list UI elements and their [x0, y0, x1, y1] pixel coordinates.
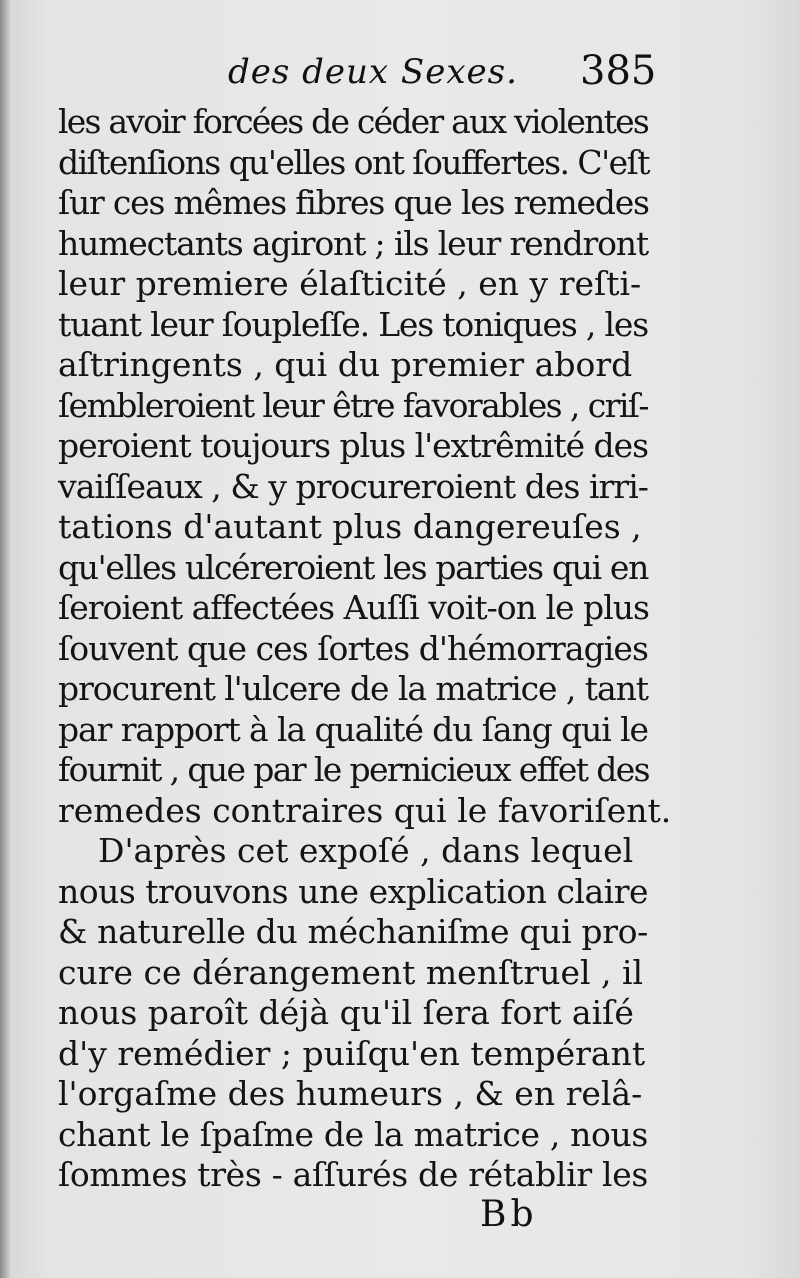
text-line: vaiſſeaux , & y procureroient des irri-	[58, 466, 648, 506]
text-line: nous trouvons une explication claire	[58, 871, 648, 911]
text-line: cure ce dérangement menſtruel , il	[58, 952, 644, 992]
text-line: chant le ſpaſme de la matrice , nous	[58, 1114, 648, 1154]
text-line: leur premiere élaſticité , en y reſti-	[58, 264, 642, 303]
text-line: & naturelle du méchaniſme qui pro-	[58, 912, 648, 951]
text-line: humectants agiront ; ils leur rendront	[58, 223, 648, 263]
text-line: nous paroît déjà qu'il ſera fort aiſé	[58, 993, 634, 1032]
text-line: ſur ces mêmes fibres que les remedes	[58, 183, 649, 222]
text-line: diſtenſions qu'elles ont ſouffertes. C'eſt	[58, 142, 649, 182]
text-line: remedes contraires qui le favoriſent.	[58, 790, 672, 830]
text-line: d'y remédier ; puiſqu'en tempérant	[58, 1033, 646, 1073]
text-line: l'orgaſme des humeurs , & en relâ-	[58, 1074, 643, 1113]
text-line: peroient toujours plus l'extrêmité des	[58, 426, 648, 465]
text-line: ſouvent que ces ſortes d'hémorragies	[58, 628, 648, 668]
page-header	[60, 44, 660, 104]
text-line: fournit , que par le pernicieux effet des	[58, 750, 649, 789]
text-line: tuant leur ſoupleſſe. Les toniques , les	[58, 304, 648, 344]
page-gutter-shadow	[0, 0, 10, 1278]
body-text	[58, 102, 672, 1196]
text-line: ſembleroient leur être favorables , criſ-	[58, 385, 648, 425]
paragraph-1	[58, 102, 672, 831]
text-line: par rapport à la qualité du ſang qui le	[58, 709, 648, 749]
text-line: ſommes très - aſſurés de rétablir les	[58, 1155, 648, 1194]
text-line: D'après cet expoſé , dans lequel	[98, 831, 634, 870]
text-line: tations d'autant plus dangereuſes ,	[58, 507, 642, 546]
running-head: des deux Sexes.	[228, 52, 518, 92]
signature-mark: Bb	[480, 1194, 538, 1235]
page-number: 385	[580, 48, 657, 94]
text-line: les avoir forcées de céder aux violentes	[58, 102, 648, 141]
text-line: procurent l'ulcere de la matrice , tant	[58, 669, 648, 708]
paragraph-2	[58, 831, 648, 1196]
text-line: aſtringents , qui du premier abord	[58, 345, 633, 384]
text-line: ſeroient affectées Auſſi voit-on le plus	[58, 588, 649, 627]
text-line: qu'elles ulcéreroient les parties qui en	[58, 547, 648, 587]
